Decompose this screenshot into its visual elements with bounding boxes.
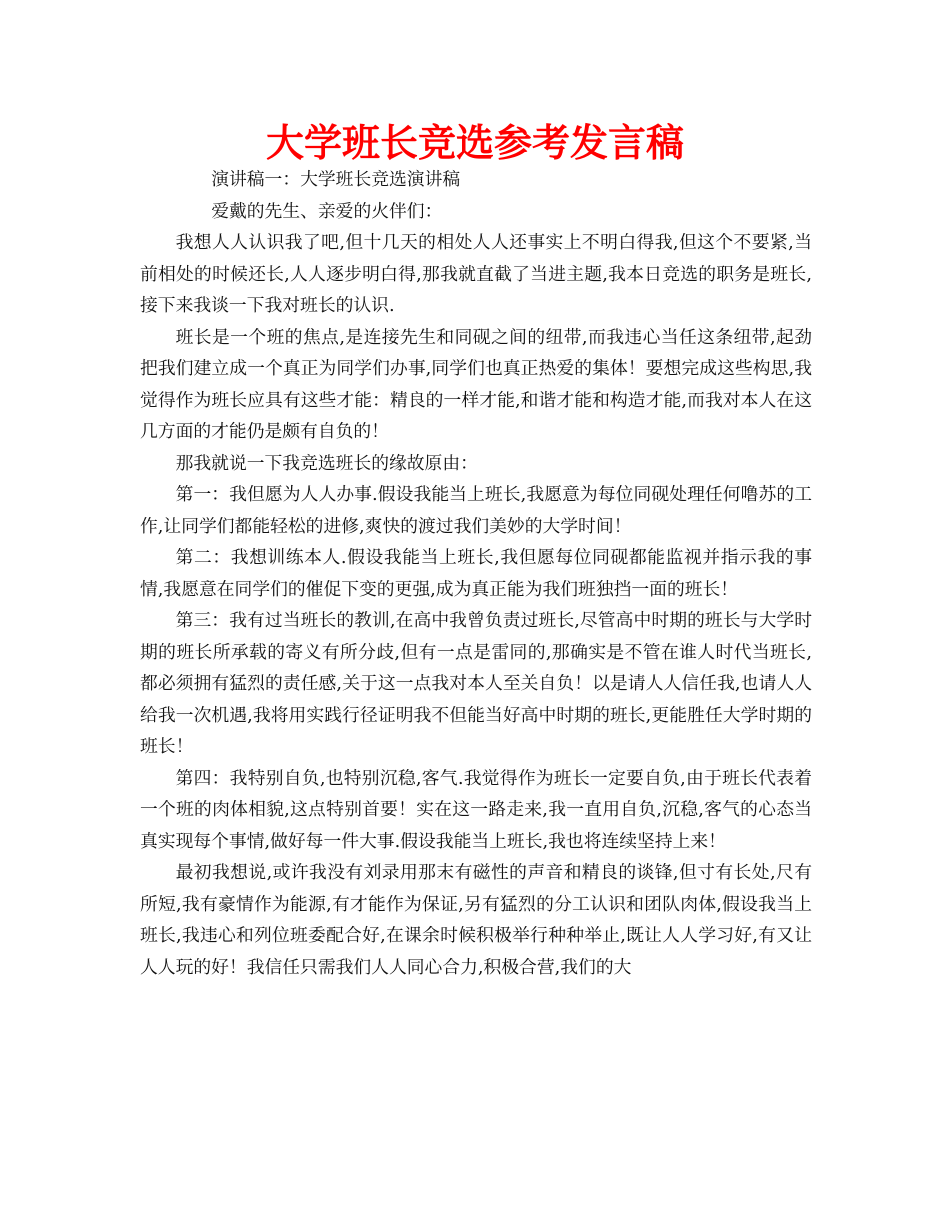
paragraph-role: 班长是一个班的焦点,是连接先生和同砚之间的纽带,而我违心当任这条纽带,起劲把我们建立成一个真正为同学们办事,同学们也真正热爱的集体！要想完成这些构思,我觉得作为班长应具有这些才能：精良的一样才能,和谐才能和构造才能,而我对本人在这几方面的才能仍是颇有自负的！ [140, 326, 812, 442]
document-title: 大学班长竞选参考发言稿 [265, 121, 684, 165]
paragraph-intro: 我想人人认识我了吧,但十几天的相处人人还事实上不明白得我,但这个不要紧,当前相处的时候还长,人人逐步明白得,那我就直截了当进主题,我本日竞选的职务是班长,接下来我谈一下我对班长的认识. [140, 232, 812, 316]
paragraph-reason-1: 第一：我但愿为人人办事.假设我能当上班长,我愿意为每位同砚处理任何噜苏的工作,让同学们都能轻松的进修,爽快的渡过我们美妙的大学时间！ [140, 484, 812, 537]
greeting-line: 爱戴的先生、亲爱的火伴们： [211, 200, 443, 222]
paragraph-reasons-heading: 那我就说一下我竞选班长的缘故原由： [175, 452, 478, 474]
paragraph-reason-3: 第三：我有过当班长的教训,在高中我曾负责过班长,尽管高中时期的班长与大学时期的班长所承载的寄义有所分歧,但有一点是雷同的,那确实是不管在谁人时代当班长,都必须拥有猛烈的责任感,关于这一点我对本人至关自负！以是请人人信任我,也请人人给我一次机遇,我将用实践行径证明我不但能当好高中时期的班长,更能胜任大学时期的班长！ [140, 610, 812, 757]
subtitle-line: 演讲稿一：大学班长竞选演讲稿 [211, 169, 461, 190]
paragraph-reason-2: 第二：我想训练本人.假设我能当上班长,我但愿每位同砚都能监视并指示我的事情,我愿意在同学们的催促下变的更强,成为真正能为我们班独挡一面的班长！ [140, 547, 812, 600]
document-body [140, 164, 812, 983]
paragraph-reason-4: 第四：我特别自负,也特别沉稳,客气.我觉得作为班长一定要自负,由于班长代表着一个班的肉体相貌,这点特别首要！实在这一路走来,我一直用自负,沉稳,客气的心态当真实现每个事情,做好每一件大事.假设我能当上班长,我也将连续坚持上来！ [140, 767, 812, 852]
paragraph-closing: 最初我想说,或许我没有刘录用那末有磁性的声音和精良的谈锋,但寸有长处,尺有所短,我有豪情作为能源,有才能作为保证,另有猛烈的分工认识和团队肉体,假设我当上班长,我违心和列位班委配合好,在课余时候积极举行种种举止,既让人人学习好,有又让人人玩的好！我信任只需我们人人同心合力,积极合营,我们的大 [140, 862, 812, 978]
